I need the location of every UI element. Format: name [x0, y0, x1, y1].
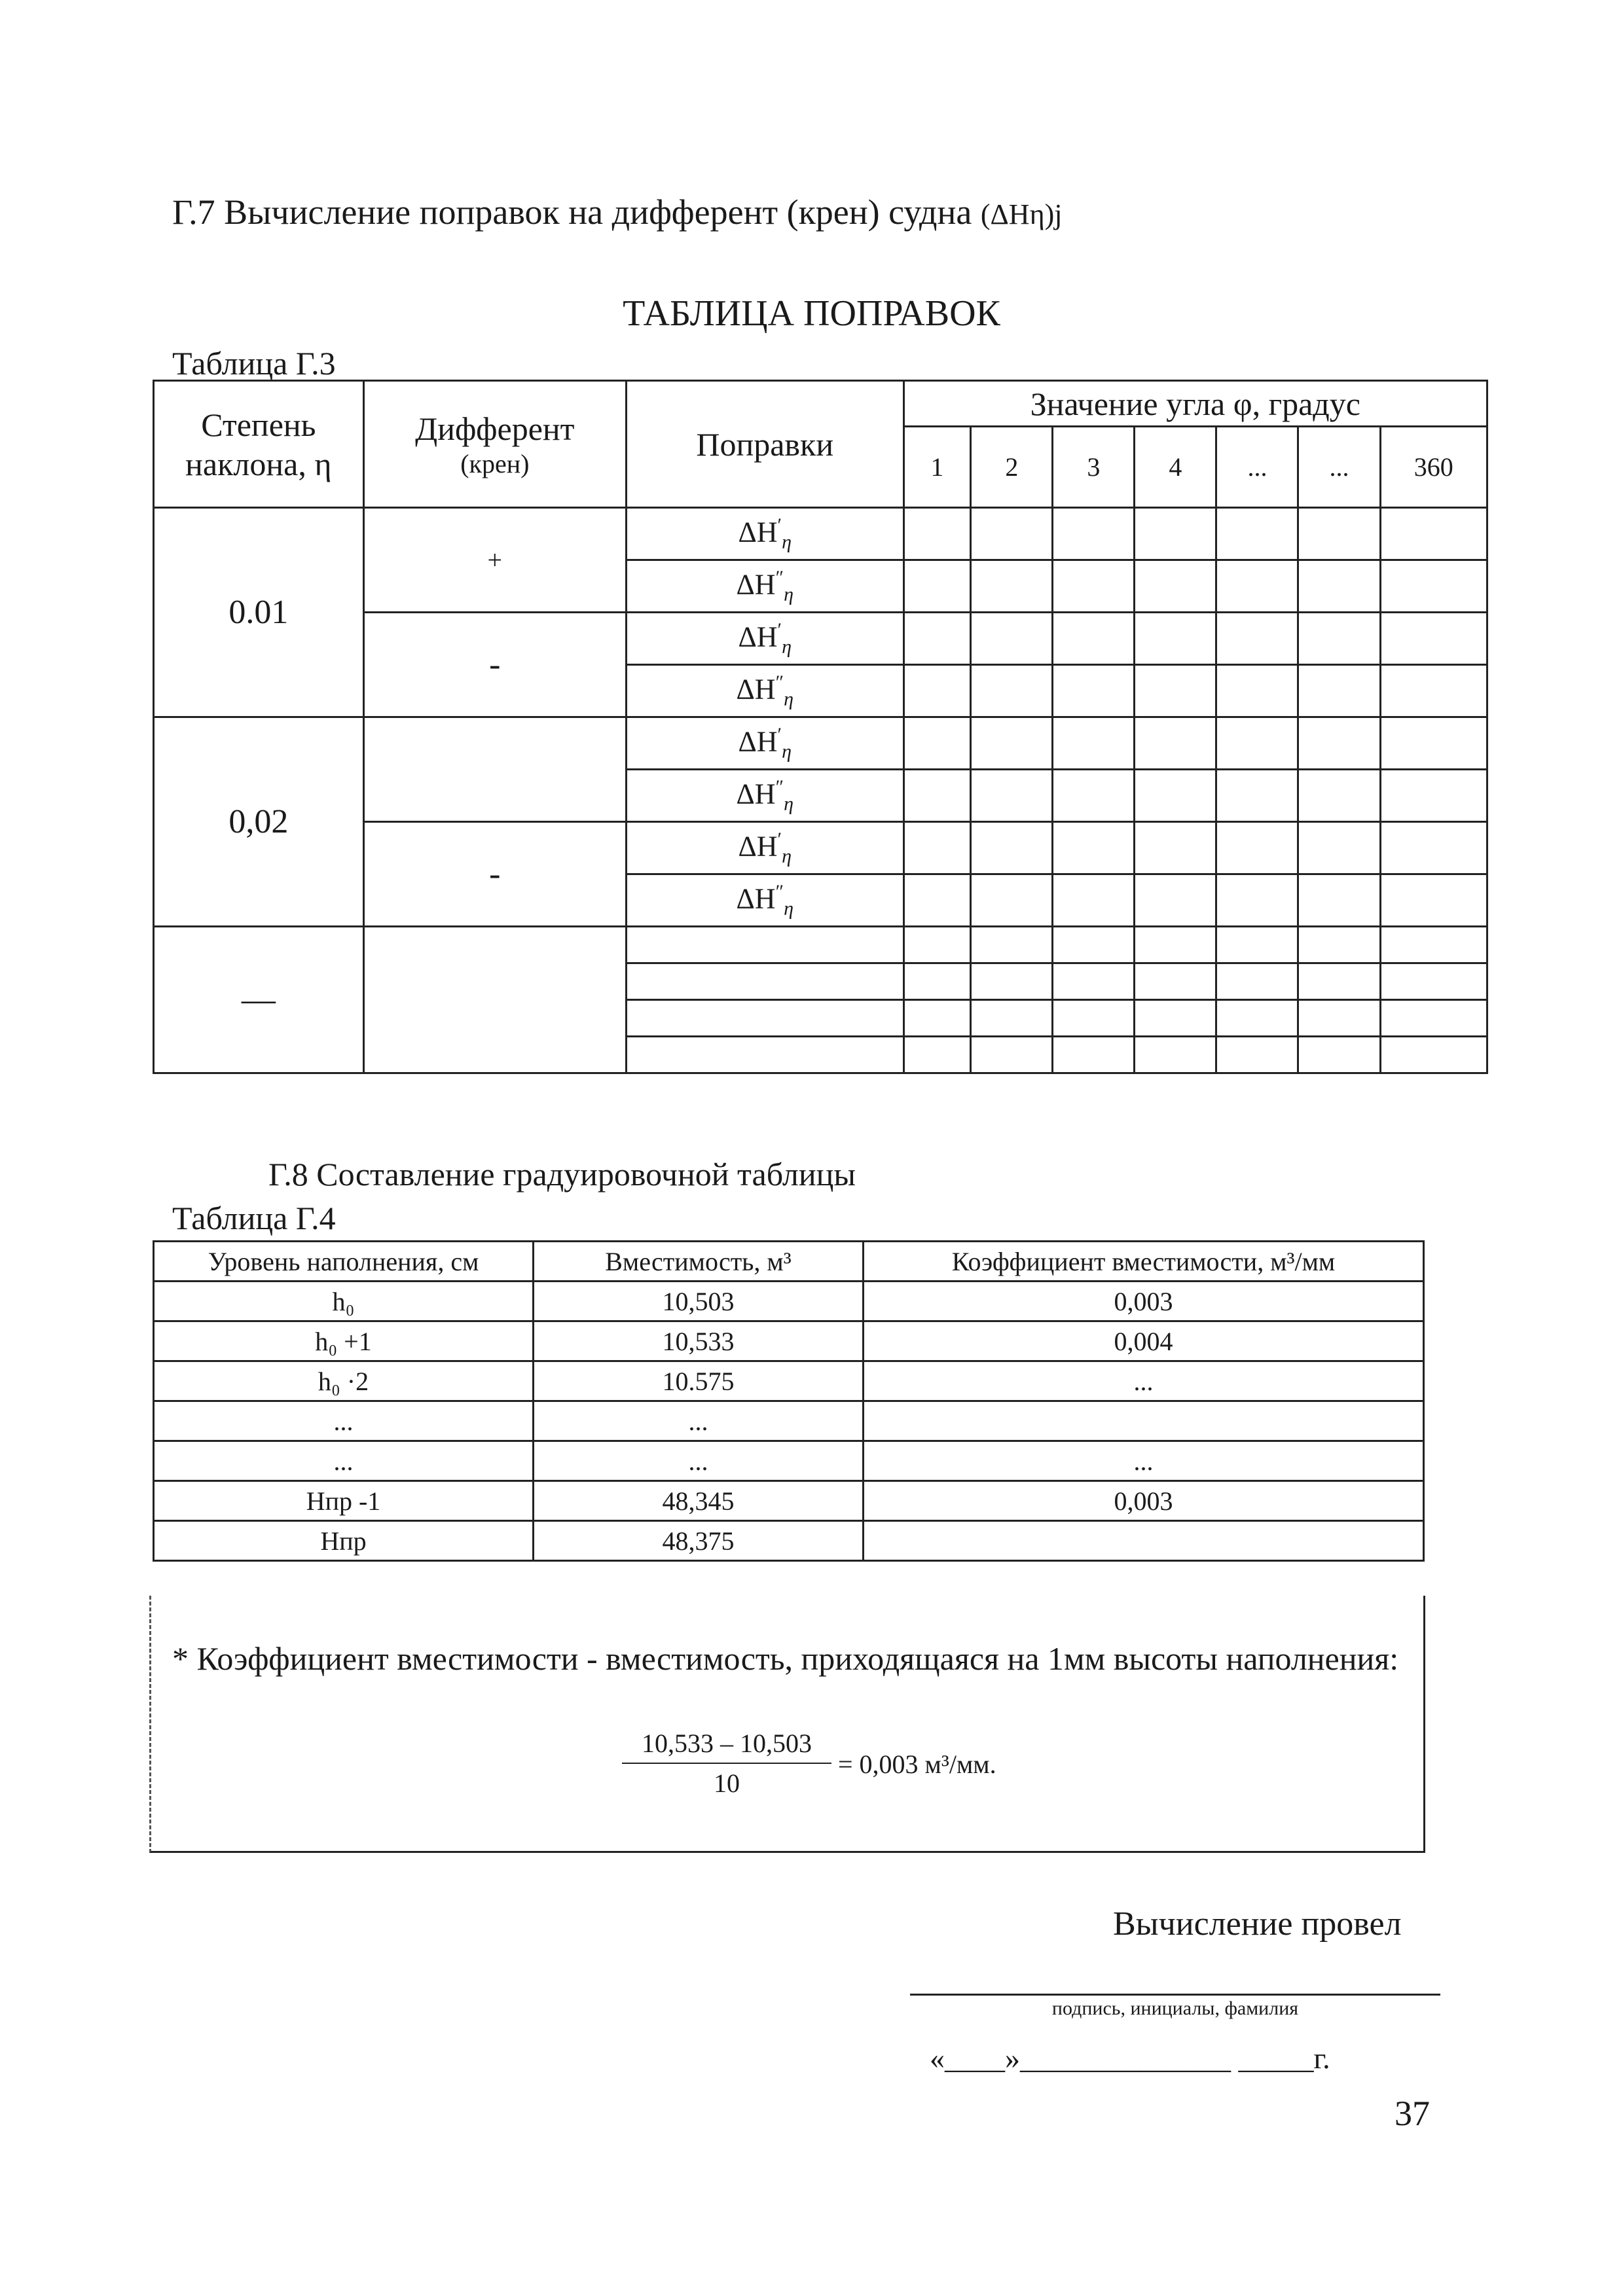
table-row: [154, 717, 1487, 770]
date-line: «____»______________ _____г.: [930, 2041, 1330, 2075]
section-8-title: Г.8 Составление градуировочной таблицы: [268, 1156, 856, 1193]
capacity-cell: 48,375: [534, 1521, 864, 1561]
table-3-caption: Таблица Г.3: [172, 345, 336, 382]
angle-col-5: ...: [1216, 427, 1298, 508]
angle-col-7: 360: [1380, 427, 1487, 508]
angle-col-3: 3: [1053, 427, 1135, 508]
capacity-cell: ...: [534, 1401, 864, 1441]
trim-sign: -: [363, 822, 626, 927]
coefficient-cell: [864, 1401, 1424, 1441]
coefficient-cell: 0,004: [864, 1321, 1424, 1361]
degree-value-1: 0.01: [154, 508, 364, 717]
table-row: [154, 1521, 1424, 1561]
coefficient-cell: 0,003: [864, 1481, 1424, 1521]
section-7-title-text: Г.7 Вычисление поправок на дифферент (крен) судна: [172, 192, 972, 232]
trim-sign: +: [363, 508, 626, 613]
angle-col-1: 1: [903, 427, 971, 508]
table-row: [154, 1282, 1424, 1321]
header-angle: Значение угла φ, градус: [903, 381, 1487, 427]
angle-col-2: 2: [971, 427, 1053, 508]
header-trim-sub: (крен): [460, 449, 530, 478]
level-cell: ...: [154, 1401, 534, 1441]
table-row: [154, 1321, 1424, 1361]
corrections-table: [153, 380, 1488, 1074]
correction-label: $\Delta H'_\eta$: [626, 822, 903, 874]
correction-label: $\Delta H'_\eta$: [626, 508, 903, 560]
coefficient-cell: ...: [864, 1441, 1424, 1481]
correction-label: $\Delta H'_\eta$: [626, 717, 903, 770]
header-trim: [363, 381, 626, 508]
trim-sign-empty: [363, 927, 626, 1073]
level-cell: Hпр: [154, 1521, 534, 1561]
capacity-cell: 48,345: [534, 1481, 864, 1521]
capacity-cell: 10,503: [534, 1282, 864, 1321]
header-capacity: Вместимость, м³: [534, 1242, 864, 1282]
table-row: [154, 927, 1487, 963]
page-number: 37: [1395, 2094, 1430, 2133]
formula-fraction: [622, 1728, 831, 1799]
capacity-cell: 10,533: [534, 1321, 864, 1361]
trim-sign-empty: [363, 717, 626, 822]
capacity-cell: 10.575: [534, 1361, 864, 1401]
signature-caption: подпись, инициалы, фамилия: [1051, 1998, 1299, 2019]
formula-denominator: 10: [714, 1768, 740, 1798]
header-corrections: Поправки: [626, 381, 903, 508]
coefficient-cell: [864, 1521, 1424, 1561]
level-cell: h₀ +1: [154, 1321, 534, 1361]
table-row: [154, 1481, 1424, 1521]
correction-label: $\Delta H'_\eta$: [626, 613, 903, 665]
header-degree: Степень наклона, η: [154, 381, 364, 508]
trim-sign: -: [363, 613, 626, 717]
level-cell: ...: [154, 1441, 534, 1481]
degree-value-2: 0,02: [154, 717, 364, 927]
correction-label: $\Delta H''_\eta$: [626, 770, 903, 822]
formula-result: = 0,003 м³/мм.: [838, 1749, 996, 1779]
table-3-main-title: ТАБЛИЦА ПОПРАВОК: [623, 293, 1000, 334]
table-row: [154, 1361, 1424, 1401]
note-text: * Коэффициент вместимости - вместимость, приходящаяся на 1мм высоты наполнения:: [172, 1640, 1399, 1677]
table-header-row: [154, 1242, 1424, 1282]
correction-label: $\Delta H''_\eta$: [626, 560, 903, 613]
table-4-caption: Таблица Г.4: [172, 1200, 336, 1236]
degree-value-3: —: [154, 927, 364, 1073]
signature-title: Вычисление провел: [1113, 1905, 1402, 1943]
calibration-table: [153, 1240, 1425, 1562]
signature-line: [910, 1994, 1440, 1996]
correction-label: $\Delta H''_\eta$: [626, 874, 903, 927]
level-cell: h₀ ·2: [154, 1361, 534, 1401]
header-level: Уровень наполнения, см: [154, 1242, 534, 1282]
table-row: [154, 1401, 1424, 1441]
coefficient-cell: 0,003: [864, 1282, 1424, 1321]
capacity-cell: ...: [534, 1441, 864, 1481]
header-trim-label: Дифферент: [415, 410, 575, 447]
section-7-symbol: (ΔHη)j: [980, 198, 1063, 230]
angle-col-6: ...: [1298, 427, 1380, 508]
section-7-title: [172, 192, 1062, 232]
formula-numerator: 10,533 – 10,503: [622, 1728, 831, 1764]
level-cell: h₀: [154, 1282, 534, 1321]
note-box: [149, 1596, 1425, 1853]
header-coefficient: Коэффициент вместимости, м³/мм: [864, 1242, 1424, 1282]
correction-label: $\Delta H''_\eta$: [626, 665, 903, 717]
table-row: [154, 508, 1487, 560]
table-row: [154, 1441, 1424, 1481]
coefficient-cell: ...: [864, 1361, 1424, 1401]
level-cell: Hпр -1: [154, 1481, 534, 1521]
angle-col-4: 4: [1135, 427, 1216, 508]
